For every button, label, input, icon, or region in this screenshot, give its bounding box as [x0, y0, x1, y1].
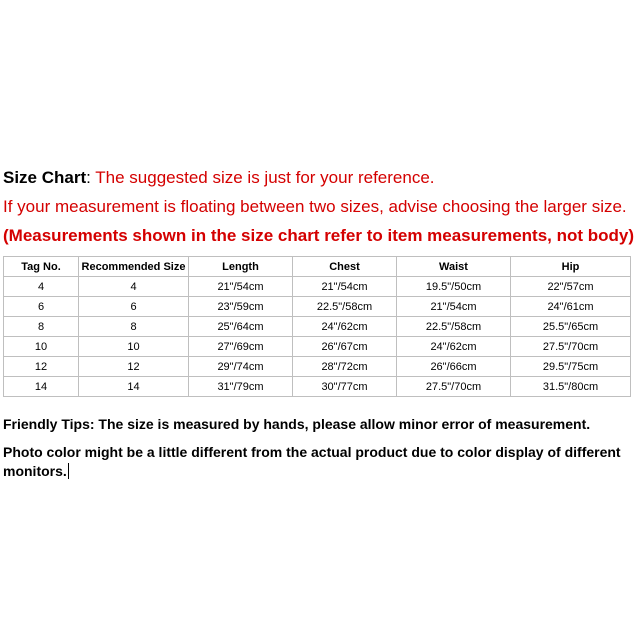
size-chart-label: Size Chart: [3, 168, 87, 187]
sizing-advice: If your measurement is floating between two sizes, advise choosing the larger size.: [3, 197, 627, 216]
table-cell: 27.5"/70cm: [511, 337, 631, 357]
table-cell: 24"/62cm: [397, 337, 511, 357]
table-cell: 14: [4, 377, 79, 397]
table-cell: 25.5"/65cm: [511, 317, 631, 337]
table-cell: 29"/74cm: [189, 357, 293, 377]
table-cell: 26"/66cm: [397, 357, 511, 377]
table-cell: 4: [79, 277, 189, 297]
column-header: Recommended Size: [79, 257, 189, 277]
size-chart-intro: [3, 168, 435, 188]
table-cell: 21"/54cm: [293, 277, 397, 297]
table-cell: 24"/62cm: [293, 317, 397, 337]
table-cell: 31"/79cm: [189, 377, 293, 397]
friendly-tips: Friendly Tips: The size is measured by hands, please allow minor error of measurement.: [3, 416, 591, 432]
table-cell: 12: [79, 357, 189, 377]
table-cell: 28"/72cm: [293, 357, 397, 377]
table-header-row: [4, 257, 631, 277]
table-cell: 12: [4, 357, 79, 377]
table-cell: 23"/59cm: [189, 297, 293, 317]
table-cell: 14: [79, 377, 189, 397]
table-cell: 30"/77cm: [293, 377, 397, 397]
measurement-warning: (Measurements shown in the size chart refer to item measurements, not body): [3, 226, 635, 245]
column-header: Chest: [293, 257, 397, 277]
table-cell: 8: [4, 317, 79, 337]
table-cell: 19.5"/50cm: [397, 277, 511, 297]
table-cell: 26"/67cm: [293, 337, 397, 357]
table-cell: 6: [4, 297, 79, 317]
table-row: [4, 357, 631, 377]
table-cell: 21"/54cm: [189, 277, 293, 297]
table-cell: 21"/54cm: [397, 297, 511, 317]
table-cell: 29.5"/75cm: [511, 357, 631, 377]
photo-color-text: Photo color might be a little different from the actual product due to color display of different monitors.: [3, 444, 621, 479]
table-cell: 22.5"/58cm: [293, 297, 397, 317]
table-cell: 22"/57cm: [511, 277, 631, 297]
table-cell: 27.5"/70cm: [397, 377, 511, 397]
text-cursor: [68, 463, 69, 479]
table-cell: 22.5"/58cm: [397, 317, 511, 337]
table-cell: 6: [79, 297, 189, 317]
size-chart-colon: :: [86, 168, 96, 187]
column-header: Length: [189, 257, 293, 277]
table-cell: 27"/69cm: [189, 337, 293, 357]
table-cell: 10: [4, 337, 79, 357]
photo-color-note: [3, 443, 635, 481]
column-header: Waist: [397, 257, 511, 277]
table-cell: 24"/61cm: [511, 297, 631, 317]
table-row: [4, 317, 631, 337]
reference-note: The suggested size is just for your reference.: [95, 168, 435, 187]
table-cell: 31.5"/80cm: [511, 377, 631, 397]
table-cell: 4: [4, 277, 79, 297]
table-row: [4, 337, 631, 357]
table-cell: 10: [79, 337, 189, 357]
table-cell: 8: [79, 317, 189, 337]
table-row: [4, 297, 631, 317]
table-row: [4, 277, 631, 297]
table-row: [4, 377, 631, 397]
column-header: Tag No.: [4, 257, 79, 277]
column-header: Hip: [511, 257, 631, 277]
size-table: [3, 256, 631, 397]
table-cell: 25"/64cm: [189, 317, 293, 337]
